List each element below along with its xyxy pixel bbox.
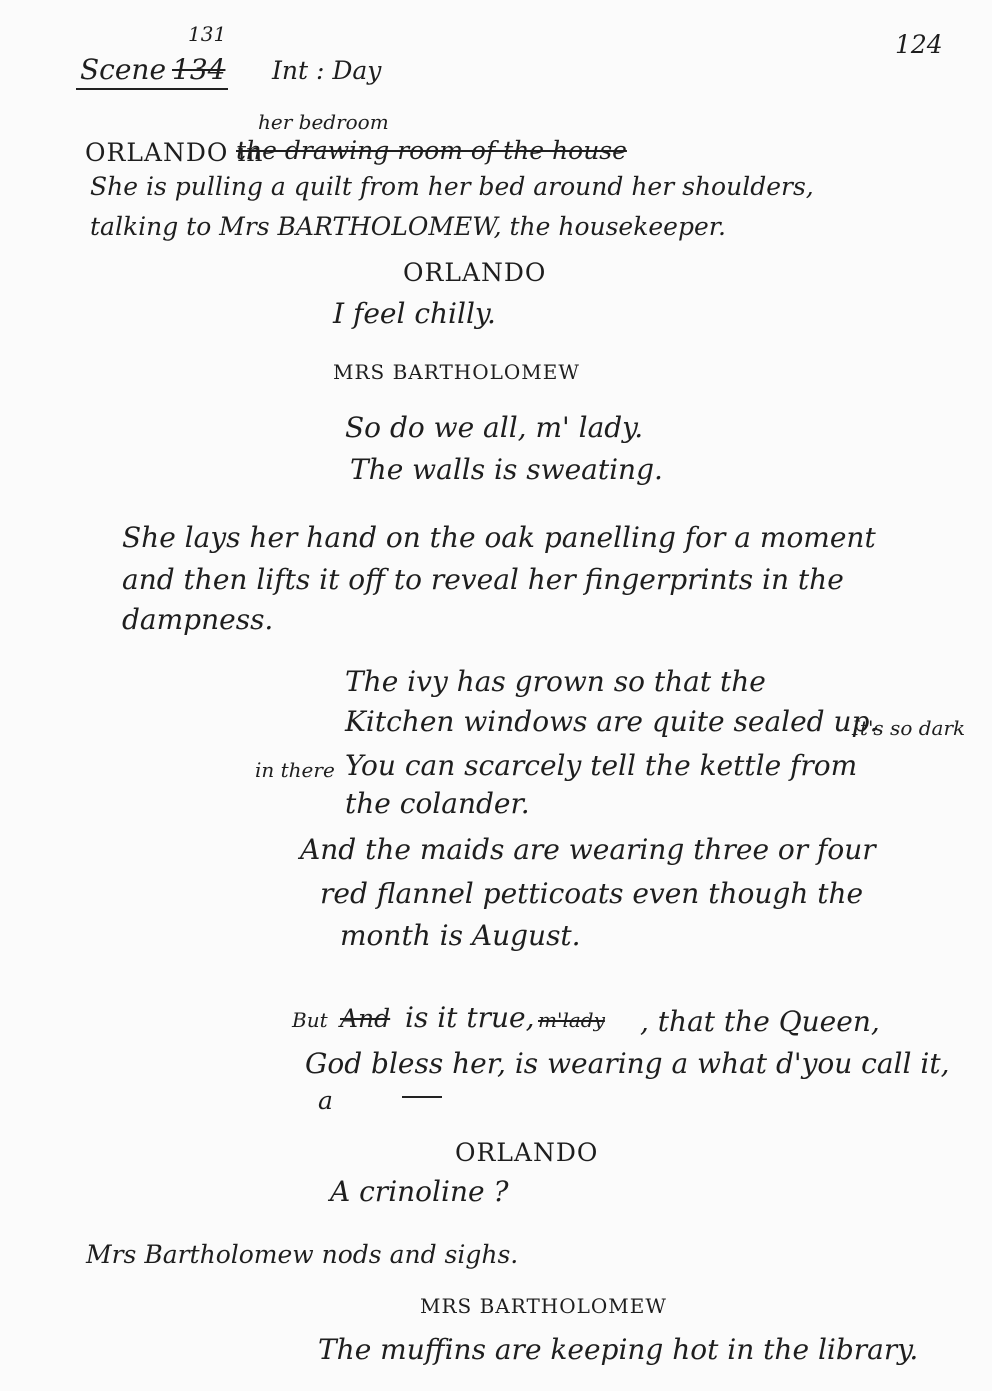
- dialogue2-character: MRS BARTHOLOMEW: [333, 360, 580, 384]
- scene-old-number: 134: [172, 53, 226, 86]
- dialogue3-line8-struck: And: [340, 1004, 391, 1033]
- dialogue3-line8-struck2: m'lady: [538, 1008, 605, 1032]
- stage2-line1: She lays her hand on the oak panelling for a moment: [122, 521, 876, 554]
- dialogue4-character: ORLANDO: [455, 1138, 599, 1167]
- dialogue3-line7: month is August.: [340, 919, 581, 952]
- scene-setting: Int : Day: [272, 56, 382, 85]
- stage1-line2: She is pulling a quilt from her bed around her shoulders,: [90, 172, 814, 201]
- dialogue3-line4: the colander.: [345, 787, 530, 820]
- stage2-line2: and then lifts it off to reveal her fingerprints in the: [122, 563, 844, 596]
- dialogue4-line: A crinoline ?: [330, 1175, 509, 1208]
- dialogue3-line2: Kitchen windows are quite sealed up.: [345, 705, 879, 738]
- dialogue1-character: ORLANDO: [403, 258, 547, 287]
- stage3-line: Mrs Bartholomew nods and sighs.: [86, 1240, 519, 1269]
- dialogue2-line2: The walls is sweating.: [350, 453, 663, 486]
- dialogue3-line6: red flannel petticoats even though the: [320, 877, 864, 910]
- stage1-prefix: ORLANDO in: [85, 138, 264, 167]
- dialogue2-line1: So do we all, m' lady.: [345, 411, 644, 444]
- blank-dash: [402, 1096, 442, 1098]
- dialogue3-line3-prefix: in there: [255, 758, 335, 782]
- dialogue3-line8-prefix: But: [292, 1008, 328, 1032]
- dialogue5-character: MRS BARTHOLOMEW: [420, 1294, 667, 1318]
- dialogue3-line8: is it true,: [405, 1001, 535, 1034]
- dialogue3-line2-insert: It's so dark: [852, 716, 966, 740]
- scene-label: Scene: [80, 53, 167, 86]
- dialogue3-line5: And the maids are wearing three or four: [300, 833, 876, 866]
- dialogue3-line10: a: [318, 1086, 333, 1115]
- dialogue3-line8-rest: , that the Queen,: [640, 1005, 880, 1038]
- stage1-struck: the drawing room of the house: [236, 136, 627, 165]
- stage1-insert: her bedroom: [258, 110, 389, 134]
- scene-new-number: 131: [188, 22, 227, 46]
- dialogue3-line3: You can scarcely tell the kettle from: [345, 749, 858, 782]
- scene-underline: [76, 88, 228, 90]
- dialogue3-line1: The ivy has grown so that the: [345, 665, 766, 698]
- dialogue5-line: The muffins are keeping hot in the library.: [318, 1333, 919, 1366]
- page-number: 124: [895, 30, 943, 59]
- stage1-line3: talking to Mrs BARTHOLOMEW, the housekeeper.: [90, 212, 726, 241]
- stage2-line3: dampness.: [122, 603, 274, 636]
- dialogue1-line: I feel chilly.: [333, 297, 496, 330]
- dialogue3-line9: God bless her, is wearing a what d'you call it,: [305, 1047, 950, 1080]
